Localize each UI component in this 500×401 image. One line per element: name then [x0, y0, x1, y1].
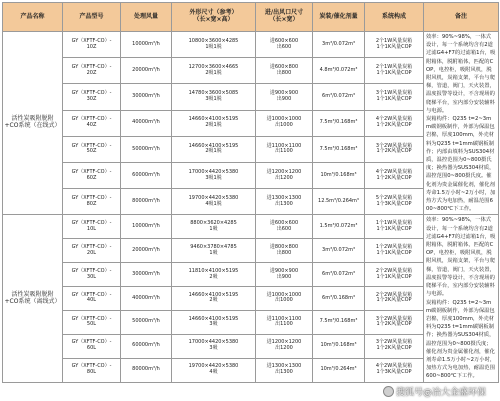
port-cell: 进1100×1100 出1100	[256, 310, 313, 334]
carbon-cell: 7.5m³/0.168m³	[313, 136, 365, 162]
system-cell: 3个1W风量炭箱 1个1K风量COP	[365, 84, 424, 110]
dimension-cell: 19700×4420×5380 4吸	[172, 358, 256, 382]
carbon-cell: 10m³/0.168m³	[313, 163, 365, 189]
model-cell: GY（XFTF-CO）- 10Z	[63, 32, 121, 58]
system-cell: 5个2W风量炭箱 1个3K风量COP	[365, 189, 424, 215]
system-cell: 2个1W风量炭箱 1个1K风量COP	[365, 32, 424, 58]
header-inlet-outlet: 进/出风口尺寸 （长×宽）	[256, 3, 313, 32]
sohu-logo-icon	[383, 386, 394, 397]
model-cell: GY（XFTF-CO）- 80Z	[63, 189, 121, 215]
table-row	[3, 32, 499, 58]
carbon-cell: 7.5m³/0.168m³	[313, 310, 365, 334]
header-carbon-catalyst: 炭装/催化剂量	[313, 3, 365, 32]
port-cell: 进1300×1300 出1300	[256, 189, 313, 215]
port-cell: 进800×800 出800	[256, 239, 313, 263]
system-cell: 3个2W风量炭箱 1个2K风量COP	[365, 136, 424, 162]
port-cell: 进900×900 出900	[256, 263, 313, 287]
model-cell: GY（XFTF-CO）- 30L	[63, 263, 121, 287]
airflow-cell: 30000m³/h	[121, 84, 172, 110]
dimension-cell: 10800×3600×4285 1吸1脱	[172, 32, 256, 58]
carbon-cell: 10m³/0.264m³	[313, 358, 365, 382]
carbon-cell: 1.5m³/0.072m³	[313, 215, 365, 239]
dimension-cell: 17000×4420×5380 3吸1脱	[172, 163, 256, 189]
port-cell: 进1200×1200 出1200	[256, 163, 313, 189]
dimension-cell: 14660×4100×5195 3吸	[172, 310, 256, 334]
airflow-cell: 40000m³/h	[121, 287, 172, 311]
group-name-online: 活性炭吸附脱附 +CO系统（在线式）	[3, 32, 63, 215]
model-cell: GY（XFTF-CO）- 10L	[63, 215, 121, 239]
header-product-name: 产品名称	[3, 3, 63, 32]
port-cell: 进1200×1200 出1200	[256, 334, 313, 358]
carbon-cell: 12.5m³/0.264m³	[313, 189, 365, 215]
port-cell: 进1100×1100 出1100	[256, 136, 313, 162]
system-cell: 3个2W风量炭箱 1个2K风量COP	[365, 334, 424, 358]
carbon-cell: 7.5m³/0.168m³	[313, 110, 365, 136]
dimension-cell: 11810×4100×5195 2吸	[172, 263, 256, 287]
model-cell: GY（XFTF-CO）- 60L	[63, 334, 121, 358]
dimension-cell: 14660×4100×5195 2吸1脱	[172, 136, 256, 162]
header-dimensions: 外形尺寸（参考） （长×宽×高）	[172, 3, 256, 32]
airflow-cell: 80000m³/h	[121, 358, 172, 382]
airflow-cell: 20000m³/h	[121, 239, 172, 263]
dimension-cell: 17000×4420×5380 3吸	[172, 334, 256, 358]
system-cell: 4个2W风量炭箱 1个2K风量COP	[365, 110, 424, 136]
port-cell: 进1300×1300 出1300	[256, 358, 313, 382]
carbon-cell: 3m³/0.072m³	[313, 32, 365, 58]
dimension-cell: 9460×3780×4785 1吸	[172, 239, 256, 263]
port-cell: 进900×900 出900	[256, 84, 313, 110]
system-cell: 2个2W风量炭箱 1个1K风量COP	[365, 263, 424, 287]
model-cell: GY（XFTF-CO）- 80L	[63, 358, 121, 382]
carbon-cell: 4.8m³/0.072m³	[313, 58, 365, 84]
airflow-cell: 50000m³/h	[121, 310, 172, 334]
airflow-cell: 40000m³/h	[121, 110, 172, 136]
header-row	[3, 3, 499, 32]
dimension-cell: 8800×3620×4285 1吸	[172, 215, 256, 239]
spec-table	[2, 2, 499, 383]
model-cell: GY（XFTF-CO）- 50Z	[63, 136, 121, 162]
system-cell: 2个1W风量炭箱 1个1K风量COP	[365, 58, 424, 84]
system-cell: 4个2W风量炭箱 1个2K风量COP	[365, 163, 424, 189]
system-cell: 1个2W风量炭箱 1个1K风量COP	[365, 239, 424, 263]
model-cell: GY（XFTF-CO）- 20L	[63, 239, 121, 263]
model-cell: GY（XFTF-CO）- 50L	[63, 310, 121, 334]
carbon-cell: 6m³/0.072m³	[313, 84, 365, 110]
system-cell: 1个1W风量炭箱 1个1K风量COP	[365, 215, 424, 239]
system-cell: 3个2W风量炭箱 1个2K风量COP	[365, 310, 424, 334]
notes-offline: 效率：90%~98%，一体式设计，每一个系统均含有2道过滤G4+F7的过滤箱1台，吸附箱体，脱附箱体，匹配的COP，电控柜，吸附风机，脱附风机，炭箱支架，平台与爬梯，管道，阀门，天火装置，温度报警等设计，不含现场的爬梯平台，室内部分安装辅料与电源。 炭箱构件：Q235 t=2~3mm碳钢板制作，外部为保温包岩棉，厚度100mm，外壳材料为Q235 t=1mm碳钢板制作；换热器为SUS304材质，温控范围为0~800摄氏度；催化剂为贵金属催化剂，催化剂寿命1.5万小时~2万小时，加热方式为电加热，耐温范围600~800℃下工作。	[424, 215, 499, 382]
port-cell: 进1000×1000 出1000	[256, 110, 313, 136]
carbon-cell: 10m³/0.168m³	[313, 334, 365, 358]
dimension-cell: 14660×4100×5195 2吸1脱	[172, 110, 256, 136]
model-cell: GY（XFTF-CO）- 60Z	[63, 163, 121, 189]
system-cell: 2个2W风量炭箱 1个2K风量COP	[365, 287, 424, 311]
dimension-cell: 19700×4420×5380 4吸1脱	[172, 189, 256, 215]
airflow-cell: 10000m³/h	[121, 32, 172, 58]
port-cell: 进600×600 出600	[256, 32, 313, 58]
group-name-offline: 活性炭吸附脱附 +CO系统（离线式）	[3, 215, 63, 382]
airflow-cell: 80000m³/h	[121, 189, 172, 215]
carbon-cell: 6m³/0.072m³	[313, 263, 365, 287]
port-cell: 进600×800 出800	[256, 58, 313, 84]
table-row	[3, 215, 499, 239]
carbon-cell: 3m³/0.072m³	[313, 239, 365, 263]
notes-online: 效率：90%~98%，一体式设计，每一个系统均含有2道过滤G4+F7的过滤箱1台，吸附箱体，脱附箱体，匹配的COP，电控柜，吸附风机，脱附风机，炭箱支架，平台与爬梯，管道，阀门，天火装置，温度报警等设计，不含现场的爬梯平台，室内部分安装辅料与电源。 炭箱构件：Q235 t=2~3mm碳钢板制作，外部为保温包岩棉，厚度100mm，外壳材料为Q235 t=1mm碳钢板制作；内部由填料为SUS304材质，温控范围为0~800摄氏度；换热器为SUS304材质，温控范围0~800摄氏度。催化剂为贵金属催化剂，催化剂寿命1.5万小时~2万小时，加热方式为电加热，耐温范围600~800℃下工作。	[424, 32, 499, 215]
header-airflow: 处理风量	[121, 3, 172, 32]
header-model: 产品型号	[63, 3, 121, 32]
airflow-cell: 30000m³/h	[121, 263, 172, 287]
model-cell: GY（XFTF-CO）- 40Z	[63, 110, 121, 136]
airflow-cell: 50000m³/h	[121, 136, 172, 162]
watermark-text: 搜狐号@冶大金盛环保	[395, 388, 486, 398]
dimension-cell: 12700×3600×4665 2吸1脱	[172, 58, 256, 84]
airflow-cell: 20000m³/h	[121, 58, 172, 84]
watermark	[383, 385, 486, 398]
airflow-cell: 10000m³/h	[121, 215, 172, 239]
model-cell: GY（XFTF-CO）- 20Z	[63, 58, 121, 84]
header-system: 系统构成	[365, 3, 424, 32]
airflow-cell: 60000m³/h	[121, 163, 172, 189]
dimension-cell: 14660×4100×5195 2吸	[172, 287, 256, 311]
airflow-cell: 60000m³/h	[121, 334, 172, 358]
carbon-cell: 6m³/0.168m³	[313, 287, 365, 311]
dimension-cell: 14780×3600×5085 3吸1脱	[172, 84, 256, 110]
port-cell: 进600×600 出600	[256, 215, 313, 239]
model-cell: GY（XFTF-CO）- 40L	[63, 287, 121, 311]
system-cell: 4个2W风量炭箱 1个3K风量COP	[365, 358, 424, 382]
model-cell: GY（XFTF-CO）- 30Z	[63, 84, 121, 110]
port-cell: 进1000×1000 出1000	[256, 287, 313, 311]
header-notes: 备注	[424, 3, 499, 32]
